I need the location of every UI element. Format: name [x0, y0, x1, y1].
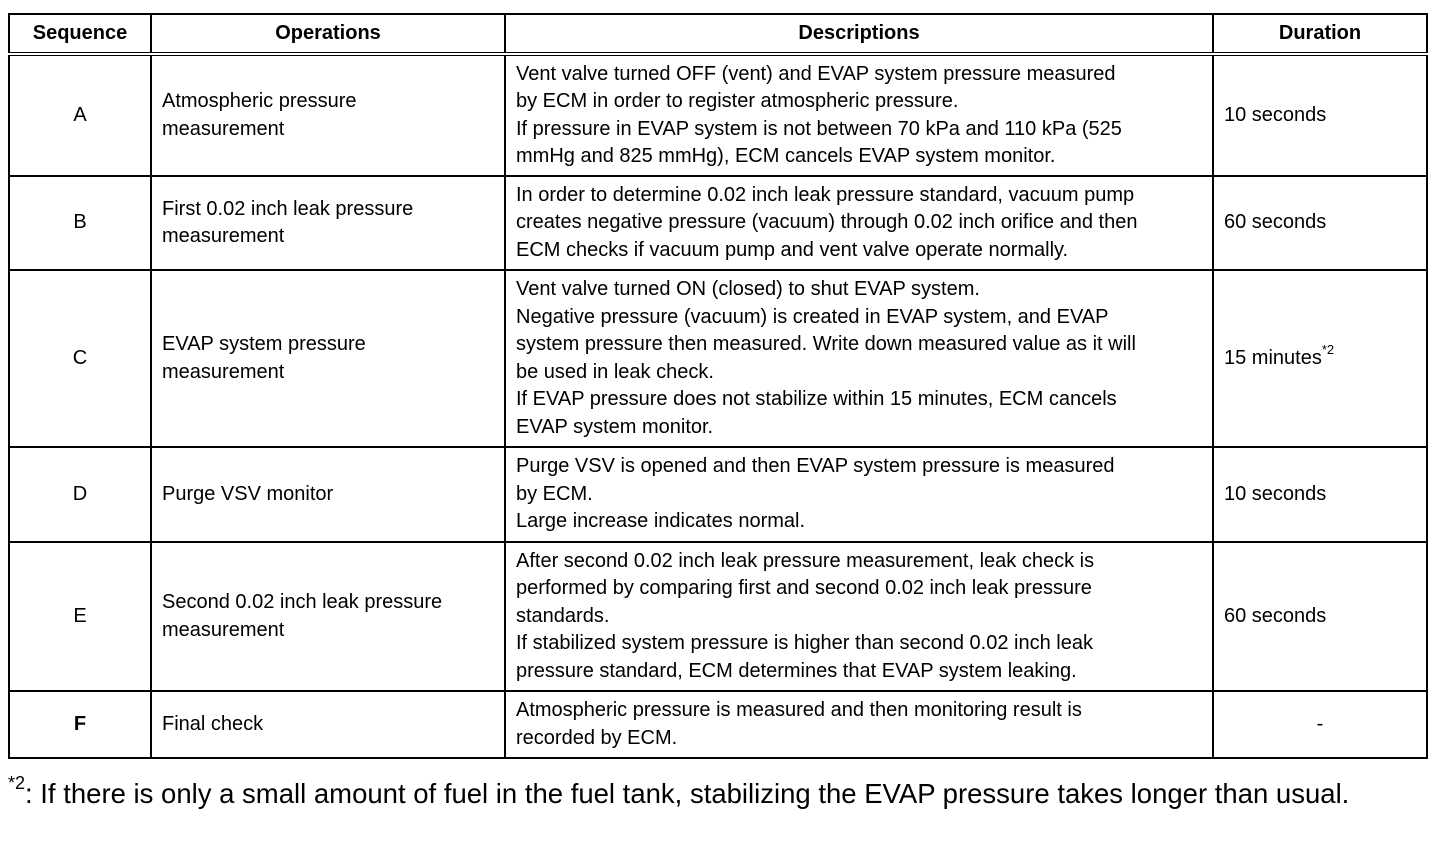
description-line: performed by comparing first and second 0.02 inch leak pressure — [516, 577, 1092, 600]
duration-value: 60 seconds — [1224, 604, 1327, 627]
description-line: Negative pressure (vacuum) is created in EVAP system, and EVAP — [516, 305, 1109, 328]
description-line: be used in leak check. — [516, 360, 714, 383]
cell-sequence: F — [9, 691, 151, 758]
evap-monitor-sequence-table — [8, 13, 1428, 759]
duration-value: - — [1316, 712, 1324, 735]
cell-description — [505, 447, 1213, 542]
cell-operation — [151, 447, 505, 542]
cell-operation — [151, 54, 505, 176]
cell-description — [505, 176, 1213, 270]
duration-value: 10 seconds — [1224, 482, 1327, 505]
cell-operation — [151, 270, 505, 447]
cell-sequence: D — [9, 447, 151, 542]
duration-value: 15 minutes — [1224, 346, 1322, 369]
cell-sequence: C — [9, 270, 151, 447]
table-row — [9, 270, 1427, 447]
cell-duration — [1213, 691, 1427, 758]
description-line: ECM checks if vacuum pump and vent valve operate normally. — [516, 238, 1069, 261]
operation-line: First 0.02 inch leak pressure — [162, 197, 414, 220]
description-line: pressure standard, ECM determines that EVAP system leaking. — [516, 659, 1077, 682]
cell-operation — [151, 691, 505, 758]
description-line: system pressure then measured. Write down measured value as it will — [516, 333, 1136, 355]
description-line: Vent valve turned ON (closed) to shut EVAP system. — [516, 278, 980, 300]
cell-duration — [1213, 176, 1427, 270]
cell-description — [505, 691, 1213, 758]
header-duration: Duration — [1213, 14, 1427, 54]
table-row — [9, 691, 1427, 758]
cell-sequence: B — [9, 176, 151, 270]
table-row — [9, 542, 1427, 691]
cell-operation — [151, 176, 505, 270]
footnote-mark: *2 — [8, 773, 26, 793]
description-line: Atmospheric pressure is measured and then monitoring result is — [516, 699, 1082, 721]
description-line: EVAP system monitor. — [516, 415, 714, 438]
cell-sequence: A — [9, 54, 151, 176]
table-row — [9, 54, 1427, 176]
cell-duration — [1213, 542, 1427, 691]
footnote — [8, 773, 1438, 812]
description-line: Vent valve turned OFF (vent) and EVAP system pressure measured — [516, 62, 1116, 85]
cell-operation — [151, 542, 505, 691]
operation-line: Purge VSV monitor — [162, 482, 334, 505]
cell-description — [505, 270, 1213, 447]
description-line: by ECM in order to register atmospheric pressure. — [516, 90, 959, 112]
operation-line: Final check — [162, 712, 264, 735]
description-line: mmHg and 825 mmHg), ECM cancels EVAP system monitor. — [516, 145, 1056, 167]
description-line: After second 0.02 inch leak pressure measurement, leak check is — [516, 549, 1095, 572]
duration-value: 10 seconds — [1224, 103, 1327, 126]
cell-description — [505, 542, 1213, 691]
table-row — [9, 447, 1427, 542]
description-line: recorded by ECM. — [516, 726, 678, 749]
cell-duration — [1213, 270, 1427, 447]
operation-line: Atmospheric pressure — [162, 90, 357, 112]
cell-description — [505, 54, 1213, 176]
description-line: creates negative pressure (vacuum) through 0.02 inch orifice and then — [516, 211, 1138, 234]
cell-sequence: E — [9, 542, 151, 691]
description-line: If EVAP pressure does not stabilize within 15 minutes, ECM cancels — [516, 388, 1117, 410]
table-header-row — [9, 14, 1427, 54]
operation-line: measurement — [162, 360, 285, 383]
cell-duration — [1213, 447, 1427, 542]
header-operations: Operations — [151, 14, 505, 54]
description-line: Purge VSV is opened and then EVAP system pressure is measured — [516, 455, 1115, 478]
table-row — [9, 176, 1427, 270]
description-line: by ECM. — [516, 482, 593, 505]
operation-line: measurement — [162, 225, 285, 247]
header-descriptions: Descriptions — [505, 14, 1213, 54]
description-line: standards. — [516, 604, 610, 627]
operation-line: measurement — [162, 618, 285, 641]
cell-duration — [1213, 54, 1427, 176]
operation-line: EVAP system pressure — [162, 333, 366, 355]
operation-line: measurement — [162, 117, 285, 140]
operation-line: Second 0.02 inch leak pressure — [162, 591, 443, 613]
header-sequence: Sequence — [9, 14, 151, 54]
description-line: If pressure in EVAP system is not between 70 kPa and 110 kPa (525 — [516, 117, 1122, 140]
duration-value: 60 seconds — [1224, 211, 1327, 234]
footnote-text: : If there is only a small amount of fuel in the fuel tank, stabilizing the EVAP pressure takes longer than usual. — [25, 778, 1350, 809]
description-line: If stabilized system pressure is higher than second 0.02 inch leak — [516, 632, 1093, 655]
duration-footnote-mark: *2 — [1321, 341, 1335, 357]
description-line: Large increase indicates normal. — [516, 510, 806, 533]
description-line: In order to determine 0.02 inch leak pressure standard, vacuum pump — [516, 183, 1135, 206]
